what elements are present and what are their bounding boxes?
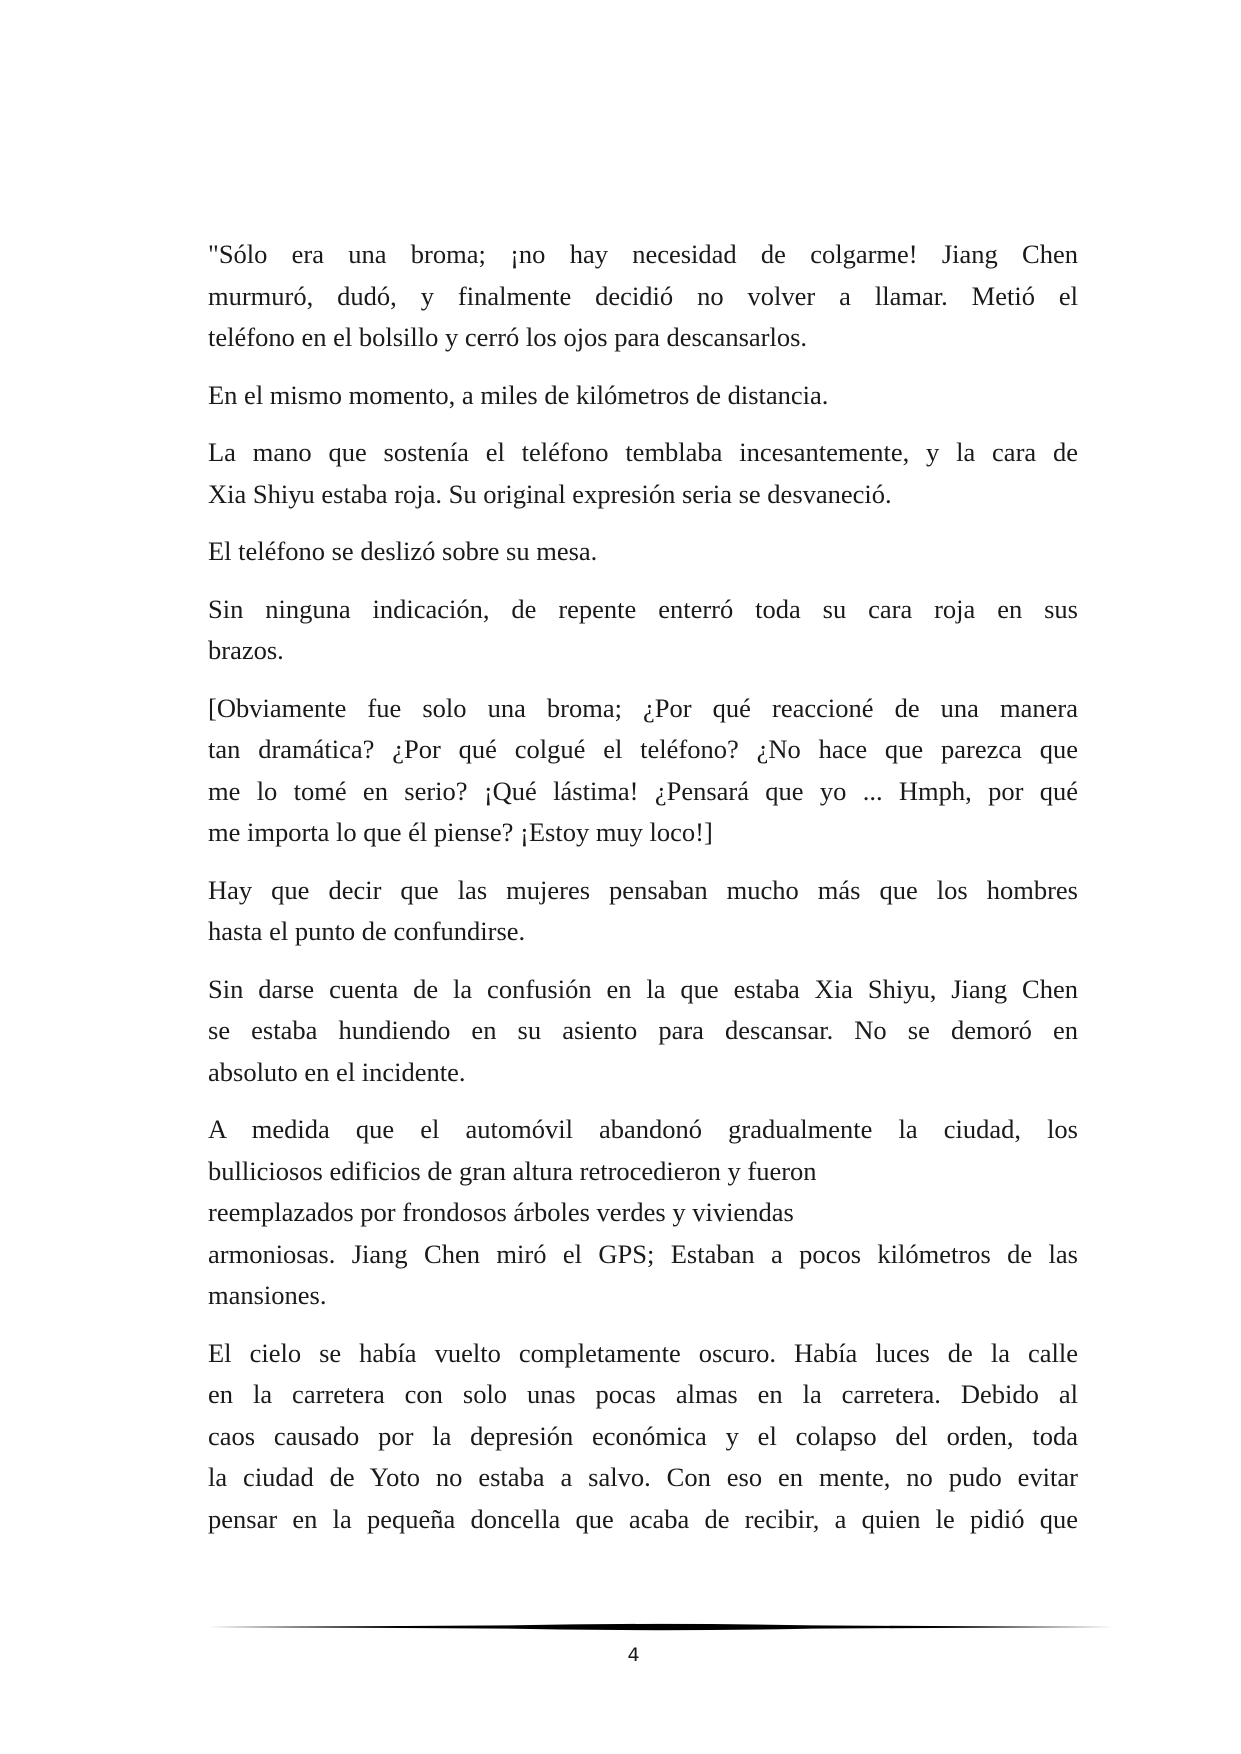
text-line: bulliciosos edificios de gran altura retrocedieron y fueron [208,1155,817,1186]
paragraph [208,234,1078,359]
text-line: tan dramática? ¿Por qué colgué el teléfono? ¿No hace que parezca que [208,734,1078,764]
text-line: A medida que el automóvil abandonó gradualmente la ciudad, los [208,1114,1078,1144]
text-line: teléfono en el bolsillo y cerró los ojos para descansarlos. [208,322,808,352]
paragraph [208,1333,1078,1541]
text-line: Hay que decir que las mujeres pensaban mucho más que los hombres [208,874,1078,905]
text-line: La mano que sostenía el teléfono temblaba incesantemente, y la cara de [208,437,1078,467]
paragraph [208,531,1078,573]
text-line: la ciudad de Yoto no estaba a salvo. Con eso en mente, no pudo evitar [208,1462,1078,1492]
paragraph [208,870,1078,953]
text-line: mansiones. [208,1280,327,1310]
text-line: [Obviamente fue solo una broma; ¿Por qué reaccioné de una manera [208,692,1078,723]
footer-divider [208,1620,1113,1634]
text-line: me importa lo que él piense? ¡Estoy muy loco!] [208,817,713,847]
text-line: El cielo se había vuelto completamente oscuro. Había luces de la calle [208,1337,1078,1368]
text-line: en la carretera con solo unas pocas almas en la carretera. Debido al [208,1379,1078,1409]
text-line: Xia Shiyu estaba roja. Su original expresión seria se desvaneció. [208,478,892,509]
paragraph [208,375,1078,417]
text-line: me lo tomé en serio? ¡Qué lástima! ¿Pensará que yo ... Hmph, por qué [208,775,1078,806]
body-text [208,234,1078,1556]
text-line: armoniosas. Jiang Chen miró el GPS; Estaban a pocos kilómetros de las [208,1238,1078,1269]
page-number: 4 [627,1644,640,1666]
text-line: "Sólo era una broma; ¡no hay necesidad de colgarme! Jiang Chen [208,239,1078,269]
text-line: En el mismo momento, a miles de kilómetros de distancia. [208,379,829,410]
paragraph [208,969,1078,1094]
text-line: Sin ninguna indicación, de repente enterró toda su cara roja en sus [208,593,1078,624]
paragraph [208,589,1078,672]
text-line: se estaba hundiendo en su asiento para descansar. No se demoró en [208,1015,1078,1045]
text-line: hasta el punto de confundirse. [208,916,526,946]
text-line: absoluto en el incidente. [208,1056,466,1087]
text-line: pensar en la pequeña doncella que acaba de recibir, a quien le pidió que [208,1503,1078,1534]
text-line: murmuró, dudó, y finalmente decidió no volver a llamar. Metió el [208,280,1078,311]
text-line: brazos. [208,635,284,665]
paragraph [208,688,1078,854]
text-line: reemplazados por frondosos árboles verdes y viviendas [208,1197,794,1227]
text-line: caos causado por la depresión económica y el colapso del orden, toda [208,1420,1078,1451]
text-line: El teléfono se deslizó sobre su mesa. [208,536,598,566]
text-line: Sin darse cuenta de la confusión en la que estaba Xia Shiyu, Jiang Chen [208,973,1078,1004]
paragraph [208,432,1078,515]
paragraph [208,1109,1078,1317]
